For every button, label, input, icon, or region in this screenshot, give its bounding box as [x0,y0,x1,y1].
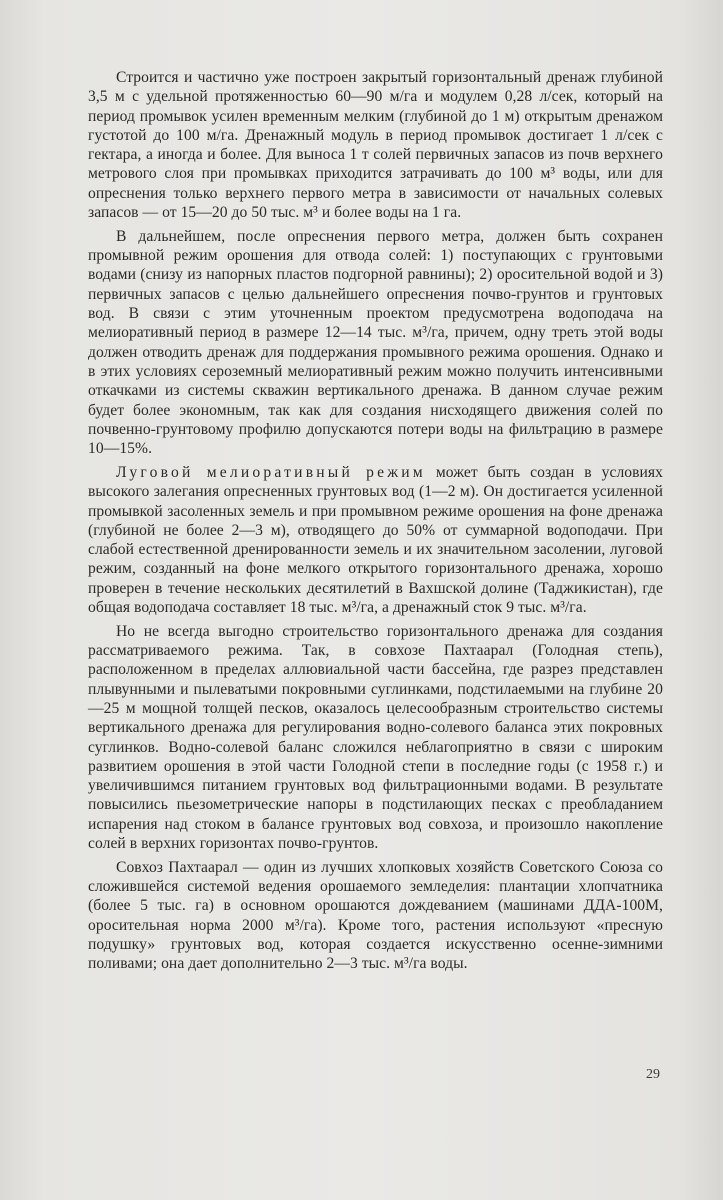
spaced-term: Луговой мелиоративный режим [116,463,426,481]
page-number: 29 [646,1067,660,1082]
paragraph: Но не всегда выгодно строительство горизонтального дренажа для создания рассматриваемого режима. Так, в совхозе Пахтаарал (Голодная степь), расположенном в пределах аллювиальной части бассейна, где разрез представлен плывунными и пылеватыми покровными суглинками, подстилаемыми на глубине 20—25 м мощной толщей песков, оказалось целесообразным строительство системы вертикального дренажа для регулирования водно-солевого баланса этих покровных суглинков. Водно-солевой баланс сложился неблагоприятно в связи с широким развитием орошения в этой части Голодной степи в последние годы (с 1958 г.) и увеличившимся питанием грунтовых вод фильтрационными водами. В результате повысились пьезометрические напоры в подстилающих песках с преобладанием испарения над стоком в балансе грунтовых вод совхоза, и произошло накопление солей в верхних горизонтах почво-грунтов. [88,622,663,853]
paragraph: Совхоз Пахтаарал — один из лучших хлопковых хозяйств Советского Союза со сложившейся системой ведения орошаемого земледелия: плантации хлопчатника (более 5 тыс. га) в основном орошаются дождеванием (машинами ДДА-100М, оросительная норма 2000 м³/га). Кроме того, растения используют «пресную подушку» грунтовых вод, которая создается искусственно осенне-зимними поливами; она дает дополнительно 2—3 тыс. м³/га воды. [88,858,663,973]
paragraph: Строится и частично уже построен закрытый горизонтальный дренаж глубиной 3,5 м с удельной протяженностью 60—90 м/га и модулем 0,28 л/сек, который на период промывок усилен временным мелким (глубиной до 1 м) открытым дренажом густотой до 100 м/га. Дренажный модуль в период промывок достигает 1 л/сек с гектара, а иногда и более. Для выноса 1 т солей первичных запасов из почв верхнего метрового слоя при промывках приходится затрачивать до 100 м³ воды, или для опреснения только верхнего первого метра в зависимости от начальных солевых запасов — от 15—20 до 50 тыс. м³ и более воды на 1 га. [88,69,663,222]
paragraph: В дальнейшем, после опреснения первого метра, должен быть сохранен промывной режим орошения для отвода солей: 1) поступающих с грунтовыми водами (снизу из напорных пластов подгорной равнины); 2) оросительной водой и 3) первичных запасов с целью дальнейшего опреснения почво-грунтов и грунтовых вод. В связи с этим уточненным проектом предусмотрена водоподача на мелиоративный период в размере 12—14 тыс. м³/га, причем, одну треть этой воды должен отводить дренаж для поддержания промывного режима орошения. Однако и в этих условиях сероземный мелиоративный режим можно получить интенсивными откачками из системы скважин вертикального дренажа. В данном случае режим будет более экономным, так как для создания нисходящего движения солей по почвенно-грунтовому профилю допускаются потери воды на фильтрацию в размере 10—15%. [88,227,663,458]
body-text [88,68,663,978]
paragraph [88,463,663,617]
paragraph-text: может быть создан в условиях высокого залегания опресненных грунтовых вод (1—2 м). Он достигается усиленной промывкой засоленных земель и при промывном режиме орошения на фоне дренажа (глубиной не более 2—3 м), отводящего до 50% от суммарной водоподачи. При слабой естественной дренированности земель и их значительном засолении, луговой режим, созданный на фоне мелкого открытого горизонтального дренажа, хорошо проверен в течение нескольких десятилетий в Вахшской долине (Таджикистан), где общая водоподача составляет 18 тыс. м³/га, а дренажный сток 9 тыс. м³/га. [88,463,664,617]
